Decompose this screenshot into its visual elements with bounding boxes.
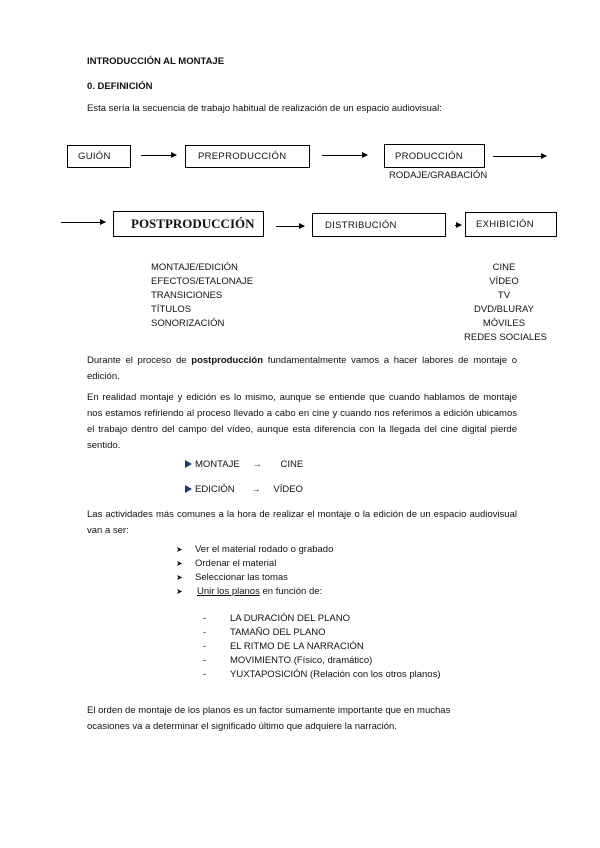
item-text: Seleccionar las tomas	[195, 572, 288, 583]
list-item	[203, 626, 440, 640]
dash-bullet: -	[203, 641, 207, 652]
list-item: CINE	[492, 262, 516, 273]
equiv-term: EDICIÓN	[195, 484, 235, 495]
text-fragment: fundamentalmente vamos a hacer labores de montaje o edición.	[87, 355, 517, 382]
flow-arrow	[493, 156, 546, 157]
rodaje-label: RODAJE/GRABACIÓN	[389, 170, 488, 181]
underlined-text: Unir los planos	[197, 586, 260, 597]
item-text: Ver el material rodado o grabado	[195, 544, 334, 555]
paragraph-postproduccion	[87, 353, 517, 385]
equiv-edicion	[185, 484, 303, 495]
right-arrow-icon: →	[252, 459, 262, 470]
intro-text: Esta sería la secuencia de trabajo habitual de realización de un espacio audiovisual:	[87, 103, 442, 114]
triangle-bullet-icon	[185, 485, 192, 493]
list-item: DVD/BLURAY	[473, 304, 534, 315]
list-item	[203, 654, 440, 668]
paragraph-actividades: Las actividades más comunes a la hora de realizar el montaje o la edición de un espacio audiovisual van a ser:	[87, 509, 517, 536]
postproduccion-label: POSTPRODUCCIÓN	[131, 216, 255, 231]
text-fragment: Durante el proceso de	[87, 355, 192, 366]
list-item	[203, 640, 440, 654]
flow-arrow	[141, 155, 176, 156]
produccion-box	[384, 144, 485, 168]
item-text: YUXTAPOSICIÓN (Relación con los otros planos)	[230, 669, 441, 680]
item-text: Ordenar el material	[195, 558, 277, 569]
item-text: TAMAÑO DEL PLANO	[230, 627, 326, 638]
list-item	[203, 612, 440, 626]
list-item: MÓVILES	[482, 318, 526, 329]
guion-box	[67, 145, 131, 168]
arrow-bullet-icon: ➤	[176, 587, 183, 596]
item-text: LA DURACIÓN DEL PLANO	[230, 613, 351, 624]
dash-bullet: -	[203, 669, 207, 680]
equiv-term: MONTAJE	[195, 459, 240, 470]
arrow-bullet-icon: ➤	[176, 573, 183, 582]
exhibicion-label: EXHIBICIÓN	[476, 219, 534, 230]
exhib-items-list	[464, 261, 547, 345]
list-item	[176, 571, 333, 585]
postproduccion-box	[113, 211, 264, 237]
list-item	[176, 557, 333, 571]
dash-bullet: -	[203, 613, 207, 624]
dash-bullet: -	[203, 627, 207, 638]
arrow-bullet-icon: ➤	[176, 559, 183, 568]
paragraph-orden: El orden de montaje de los planos es un factor sumamente importante que en muchas ocasiones va a determinar el significado último que adquiere la narración.	[87, 705, 451, 732]
list-item: TRANSICIONES	[151, 290, 223, 301]
list-item: TV	[497, 290, 511, 301]
triangle-bullet-icon	[185, 460, 192, 468]
produccion-label: PRODUCCIÓN	[395, 150, 463, 162]
page-title: INTRODUCCIÓN AL MONTAJE	[87, 56, 225, 67]
distribucion-label: DISTRIBUCIÓN	[325, 219, 397, 231]
list-item: MONTAJE/EDICIÓN	[151, 262, 238, 273]
list-item: SONORIZACIÓN	[151, 318, 225, 329]
list-item: VÍDEO	[489, 276, 519, 287]
equiv-media: VÍDEO	[273, 484, 303, 495]
distribucion-box	[312, 213, 446, 237]
list-item	[176, 585, 333, 599]
list-item: EFECTOS/ETALONAJE	[151, 276, 254, 287]
list-item	[203, 668, 440, 682]
bold-term: postproducción	[191, 355, 264, 366]
dash-bullet: -	[203, 655, 207, 666]
paragraph-montaje-edicion: En realidad montaje y edición es lo mismo, aunque se entiende que cuando hablamos de montaje nos estamos refiriendo al proceso llevado a cabo en cine y cuando nos referimos a edición ubicamos el trabajo dentro del campo del vídeo, aunque esta diferencia con la llegada del cine digital pierde sentido.	[87, 392, 517, 451]
preproduccion-label: PREPRODUCCIÓN	[198, 151, 287, 162]
item-text: EL RITMO DE LA NARRACIÓN	[230, 641, 364, 652]
item-text: en función de:	[259, 586, 323, 597]
exhibicion-box	[465, 212, 557, 237]
arrow-bullet-icon: ➤	[176, 545, 183, 554]
guion-label: GUIÓN	[78, 151, 111, 162]
equiv-montaje	[185, 459, 303, 470]
preproduccion-box	[185, 145, 310, 168]
flow-arrow	[61, 222, 105, 223]
list-item: TÍTULOS	[151, 304, 192, 315]
list-item: REDES SOCIALES	[464, 332, 547, 343]
right-arrow-icon: →	[251, 484, 261, 495]
activities-list	[176, 543, 333, 599]
flow-arrow	[276, 226, 304, 227]
factors-list	[203, 612, 440, 682]
flow-arrow	[455, 225, 461, 226]
section-heading: 0. DEFINICIÓN	[87, 81, 153, 92]
item-text: MOVIMIENTO (Físico, dramático)	[230, 655, 373, 666]
flow-arrow	[322, 155, 367, 156]
post-items-list	[151, 261, 253, 331]
equiv-media: CINE	[280, 459, 304, 470]
list-item	[176, 543, 333, 557]
